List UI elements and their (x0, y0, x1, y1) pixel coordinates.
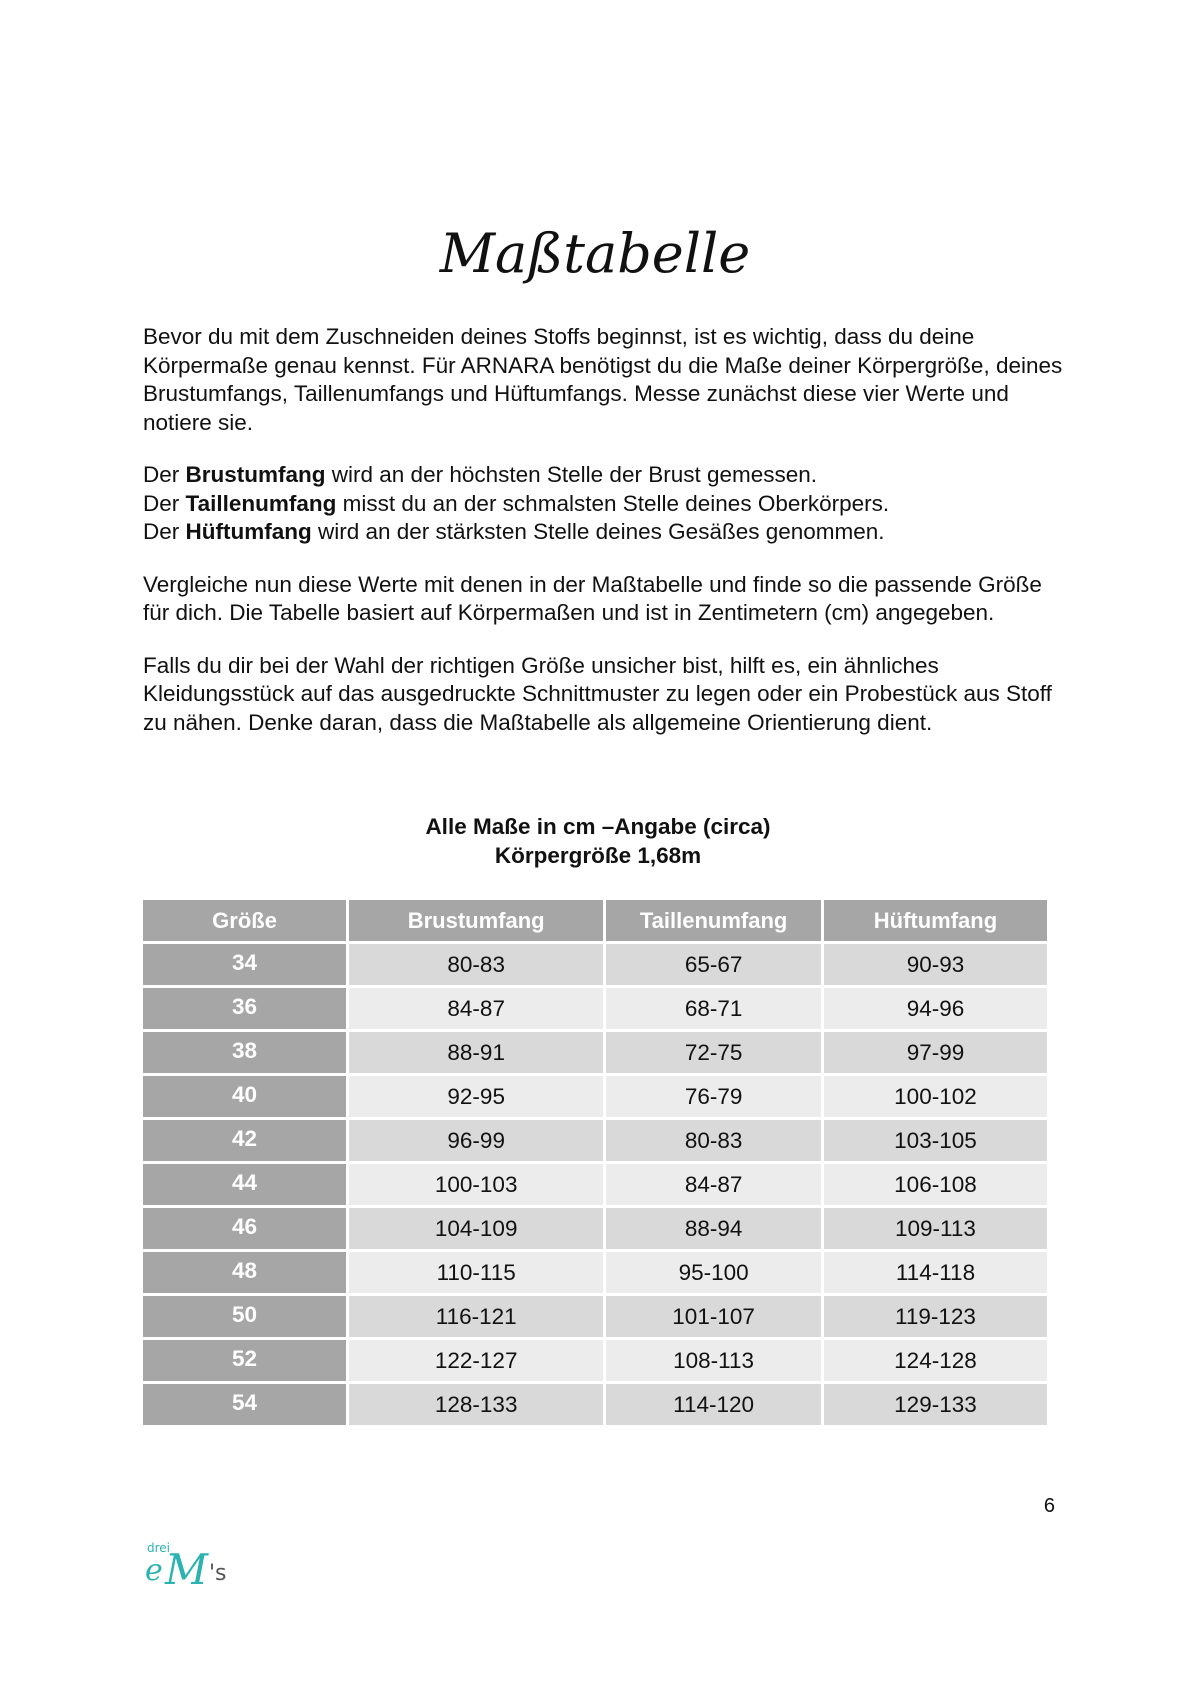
size-cell: 40 (143, 1076, 346, 1117)
text-fragment: misst du an der schmalsten Stelle deines Oberkörpers. (336, 490, 890, 516)
text-fragment: wird an der höchsten Stelle der Brust gemessen. (325, 462, 818, 487)
logo-text-e: e (145, 1553, 163, 1588)
brust-cell: 128-133 (349, 1384, 603, 1425)
text-fragment: Der (143, 519, 186, 544)
size-cell: 34 (143, 944, 346, 985)
huefte-cell: 94-96 (824, 988, 1047, 1029)
table-header-row (143, 900, 1047, 941)
taille-cell: 108-113 (606, 1340, 821, 1381)
size-cell: 44 (143, 1164, 346, 1205)
intro-text (143, 323, 1063, 761)
paragraph-measurements (143, 461, 1063, 547)
brust-cell: 100-103 (349, 1164, 603, 1205)
table-caption (143, 812, 1053, 870)
table-row (143, 1208, 1047, 1249)
term-taillenumfang: Taillenumfang (185, 490, 337, 516)
brust-cell: 122-127 (349, 1340, 603, 1381)
table-row (143, 944, 1047, 985)
text-fragment: Der (143, 490, 186, 516)
table-row (143, 988, 1047, 1029)
header-brustumfang: Brustumfang (349, 900, 603, 941)
taille-cell: 68-71 (606, 988, 821, 1029)
brust-cell: 110-115 (349, 1252, 603, 1293)
paragraph-advice: Falls du dir bei der Wahl der richtigen Größe unsicher bist, hilft es, ein ähnliches Kleidungsstück auf das ausgedruckte Schnittmuster zu legen oder ein Probestück aus Stoff zu nähen. Denke daran, dass die Maßtabelle als allgemeine Orientierung dient. (143, 652, 1052, 735)
text-fragment: wird an der stärksten Stelle deines Gesäßes genommen. (311, 519, 885, 544)
size-cell: 42 (143, 1120, 346, 1161)
logo-text-m: M (165, 1545, 209, 1594)
taille-cell: 88-94 (606, 1208, 821, 1249)
header-hueftumfang: Hüftumfang (824, 900, 1047, 941)
header-taillenumfang: Taillenumfang (606, 900, 821, 941)
huefte-cell: 119-123 (824, 1296, 1047, 1337)
huefte-cell: 129-133 (824, 1384, 1047, 1425)
size-cell: 54 (143, 1384, 346, 1425)
huefte-cell: 100-102 (824, 1076, 1047, 1117)
logo-text-s: 's (209, 1561, 227, 1586)
size-cell: 52 (143, 1340, 346, 1381)
taille-cell: 80-83 (606, 1120, 821, 1161)
text-fragment: Der (143, 462, 186, 487)
huefte-cell: 114-118 (824, 1252, 1047, 1293)
brust-cell: 96-99 (349, 1120, 603, 1161)
brust-cell: 104-109 (349, 1208, 603, 1249)
brust-cell: 116-121 (349, 1296, 603, 1337)
page-title: Maßtabelle (439, 222, 751, 285)
huefte-cell: 103-105 (824, 1120, 1047, 1161)
header-groesse: Größe (143, 900, 346, 941)
brust-cell: 92-95 (349, 1076, 603, 1117)
table-row (143, 1340, 1047, 1381)
brust-cell: 84-87 (349, 988, 603, 1029)
huefte-cell: 124-128 (824, 1340, 1047, 1381)
table-row (143, 1120, 1047, 1161)
caption-line-1: Alle Maße in cm –Angabe (circa) (425, 814, 771, 839)
term-hueftumfang: Hüftumfang (185, 519, 312, 544)
table-row (143, 1076, 1047, 1117)
taille-cell: 72-75 (606, 1032, 821, 1073)
caption-line-2: Körpergröße 1,68m (494, 843, 702, 868)
logo-text-drei: drei (147, 1541, 171, 1555)
brand-logo (143, 1540, 233, 1600)
table-row (143, 1032, 1047, 1073)
size-cell: 38 (143, 1032, 346, 1073)
paragraph-intro: Bevor du mit dem Zuschneiden deines Stoffs beginnst, ist es wichtig, dass du deine Körpermaße genau kennst. Für ARNARA benötigst du die Maße deiner Körpergröße, deines Brustumfangs, Taillenumfangs und Hüftumfangs. Messe zunächst diese vier Werte und notiere sie. (143, 324, 1063, 435)
taille-cell: 65-67 (606, 944, 821, 985)
table-row (143, 1296, 1047, 1337)
taille-cell: 76-79 (606, 1076, 821, 1117)
brust-cell: 80-83 (349, 944, 603, 985)
taille-cell: 114-120 (606, 1384, 821, 1425)
huefte-cell: 109-113 (824, 1208, 1047, 1249)
brust-cell: 88-91 (349, 1032, 603, 1073)
size-cell: 48 (143, 1252, 346, 1293)
page-number: 6 (1043, 1495, 1055, 1517)
paragraph-compare: Vergleiche nun diese Werte mit denen in der Maßtabelle und finde so die passende Größe für dich. Die Tabelle basiert auf Körpermaßen und ist in Zentimetern (cm) angegeben. (143, 571, 1042, 625)
size-cell: 36 (143, 988, 346, 1029)
huefte-cell: 97-99 (824, 1032, 1047, 1073)
size-table (140, 897, 1050, 1428)
taille-cell: 95-100 (606, 1252, 821, 1293)
huefte-cell: 106-108 (824, 1164, 1047, 1205)
huefte-cell: 90-93 (824, 944, 1047, 985)
table-row (143, 1164, 1047, 1205)
size-cell: 50 (143, 1296, 346, 1337)
taille-cell: 101-107 (606, 1296, 821, 1337)
table-row (143, 1252, 1047, 1293)
term-brustumfang: Brustumfang (185, 462, 326, 487)
size-cell: 46 (143, 1208, 346, 1249)
table-row (143, 1384, 1047, 1425)
taille-cell: 84-87 (606, 1164, 821, 1205)
